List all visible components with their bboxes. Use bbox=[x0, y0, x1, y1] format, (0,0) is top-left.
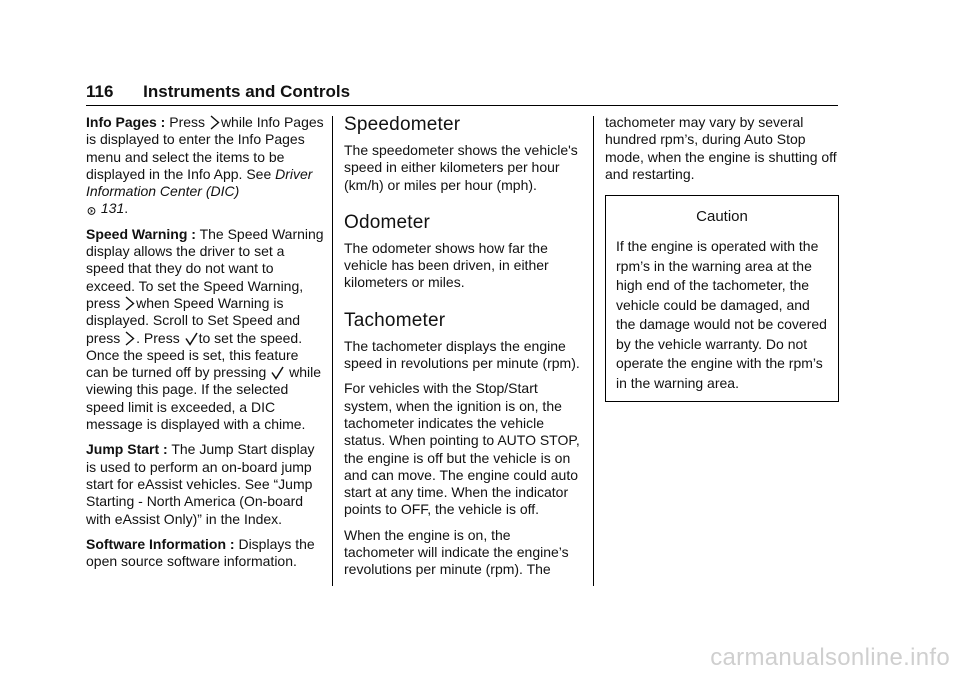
right-column bbox=[605, 114, 839, 402]
middle-column bbox=[344, 114, 582, 587]
watermark: carmanualsonline.info bbox=[710, 644, 950, 671]
page-header bbox=[86, 82, 838, 106]
software-information-term: Software Information : bbox=[86, 535, 235, 552]
odometer-heading: Odometer bbox=[344, 211, 431, 233]
info-pages-term: Info Pages : bbox=[86, 114, 166, 130]
left-column bbox=[86, 114, 324, 578]
caution-box bbox=[605, 195, 839, 402]
jump-start-paragraph: Jump Start : The Jump Start display is used to perform an on-board jump start for eAssist vehicles. See “Jump Starting - North America (On-board with eAssist Only)” in the Index. bbox=[86, 441, 315, 527]
speedometer-text: The speedometer shows the vehicle's speed in either kilometers per hour (km/h) or miles per hour (mph). bbox=[344, 142, 578, 193]
page-reference-icon bbox=[87, 206, 96, 216]
jump-start-term: Jump Start : bbox=[86, 441, 168, 458]
page-reference-number[interactable]: 131 bbox=[100, 200, 125, 217]
right-arrow-icon bbox=[210, 115, 220, 130]
dic-cross-reference[interactable]: Driver Information Center (DIC) bbox=[86, 165, 313, 200]
odometer-text: The odometer shows how far the vehicle has been driven, in either kilometers or miles. bbox=[344, 239, 549, 291]
right-arrow-icon bbox=[125, 331, 135, 346]
column-divider bbox=[593, 116, 594, 586]
section-title: Instruments and Controls bbox=[143, 82, 351, 101]
info-pages-paragraph: Info Pages : Press while Info Pages is displayed to enter the Info Pages menu and select the items to be displayed in the Info App. See Driver Information Center (DIC) 131. bbox=[86, 114, 324, 217]
speed-warning-paragraph: Speed Warning : The Speed Warning display allows the driver to set a speed that they do not want to exceed. To set the Speed Warning, press when Speed Warning is displayed. Scroll to Set Speed and press . Press to set the speed. Once the speed is set, this feature can be turned off by pressing while viewing this page. If the selected speed limit is exceeded, a DIC message is displayed with a chime. bbox=[86, 225, 324, 433]
speed-warning-term: Speed Warning : bbox=[86, 225, 196, 242]
tachometer-continuation: tachometer may vary by several hundred rpm’s, during Auto Stop mode, when the engine is shutting off and restarting. bbox=[605, 114, 837, 182]
tachometer-heading: Tachometer bbox=[344, 309, 446, 331]
checkmark-icon bbox=[185, 332, 198, 346]
tachometer-text-1: The tachometer displays the engine speed in revolutions per minute (rpm). bbox=[344, 337, 580, 372]
page-number: 116 bbox=[86, 82, 114, 101]
caution-title: Caution bbox=[696, 208, 748, 226]
tachometer-text-3: When the engine is on, the tachometer will indicate the engine’s revolutions per minute (rpm). The bbox=[344, 526, 569, 578]
software-information-paragraph: Software Information : Displays the open source software information. bbox=[86, 535, 315, 570]
speedometer-heading: Speedometer bbox=[344, 114, 461, 135]
column-divider bbox=[332, 116, 333, 586]
right-arrow-icon bbox=[125, 296, 135, 311]
tachometer-text-2: For vehicles with the Stop/Start system, when the ignition is on, the tachometer indicates the vehicle status. When pointing to AUTO STOP, the engine is off but the vehicle is on and can move. The engine could auto start at any time. When the indicator points to OFF, the vehicle is off. bbox=[344, 380, 580, 518]
caution-text: If the engine is operated with the rpm’s in the warning area at the high end of the tachometer, the vehicle could be damaged, and the damage would not be covered by the vehicle warranty. Do not operate the engine with the rpm’s in the warning area. bbox=[616, 238, 827, 391]
checkmark-icon bbox=[271, 366, 284, 380]
